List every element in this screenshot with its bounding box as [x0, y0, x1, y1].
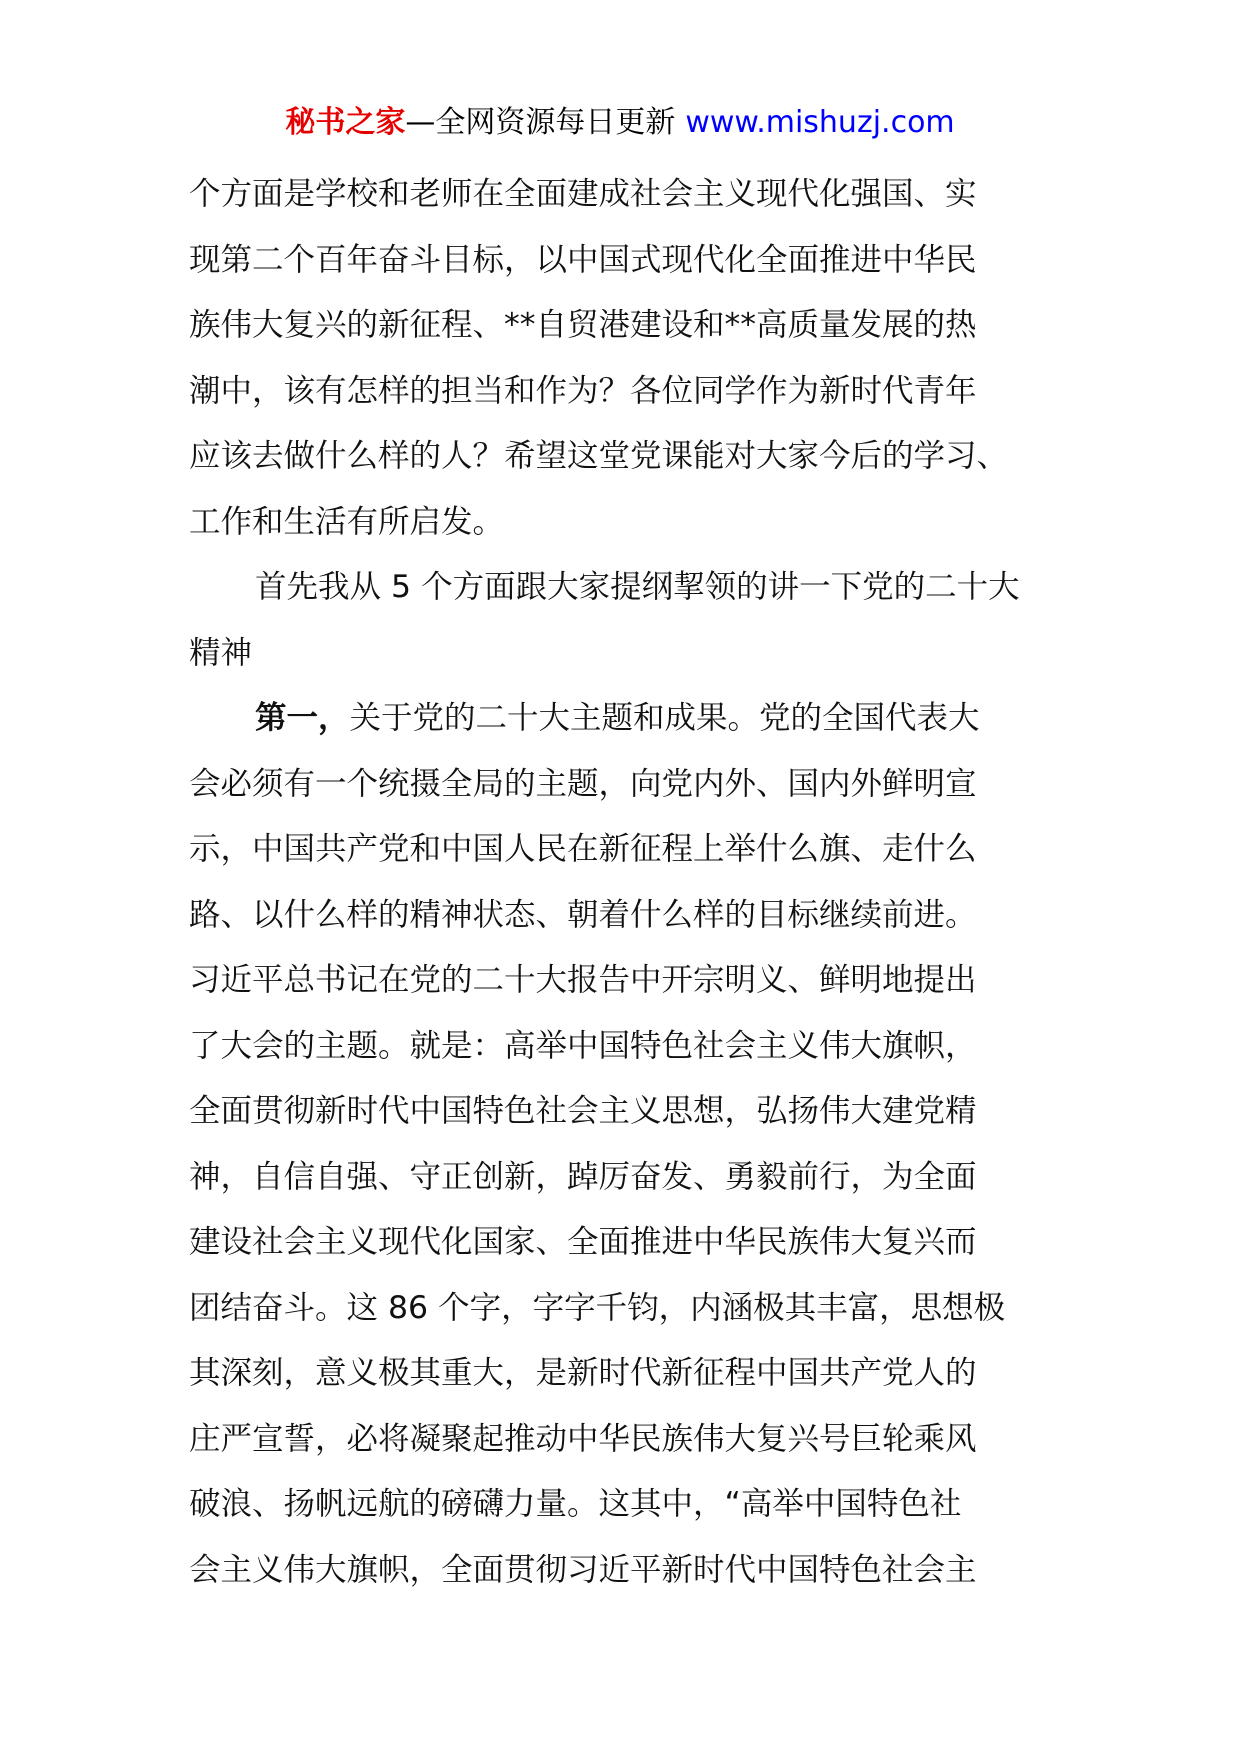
- text-line: 会主义伟大旗帜，全面贯彻习近平新时代中国特色社会主: [189, 1551, 977, 1588]
- page-header: [0, 100, 1240, 146]
- text-line: 其深刻，意义极其重大，是新时代新征程中国共产党人的: [189, 1355, 977, 1391]
- text-line: 破浪、扬帆远航的磅礴力量。这其中，“高举中国特色社: [189, 1486, 962, 1522]
- text-line: 全面贯彻新时代中国特色社会主义思想，弘扬伟大建党精: [189, 1093, 977, 1129]
- text-line: 了大会的主题。就是：高举中国特色社会主义伟大旗帜，: [189, 1027, 977, 1064]
- text-line: 应该去做什么样的人？希望这堂党课能对大家今后的学习、: [189, 438, 1009, 474]
- header-url-link[interactable]: www.mishuzj.com: [685, 105, 955, 140]
- text-line: 工作和生活有所启发。: [189, 503, 505, 540]
- paragraph-start-line: [189, 686, 1069, 752]
- text-line: 习近平总书记在党的二十大报告中开宗明义、鲜明地提出: [189, 962, 977, 998]
- text-line: 族伟大复兴的新征程、**自贸港建设和**高质量发展的热: [189, 307, 977, 343]
- text-line: 路、以什么样的精神状态、朝着什么样的目标继续前进。: [189, 896, 977, 933]
- text-line: 建设社会主义现代化国家、全面推进中华民族伟大复兴而: [189, 1224, 977, 1260]
- document-body: [189, 162, 1069, 1603]
- text-line: 示，中国共产党和中国人民在新征程上举什么旗、走什么: [189, 831, 977, 867]
- text-line: 潮中，该有怎样的担当和作为？各位同学作为新时代青年: [189, 372, 977, 409]
- text-line: 团结奋斗。这 86 个字，字字千钧，内涵极其丰富，思想极: [189, 1289, 1006, 1326]
- text-line: 个方面是学校和老师在全面建成社会主义现代化强国、实: [189, 176, 977, 212]
- section-lead: 第一，: [255, 700, 350, 736]
- text-line: 会必须有一个统摄全局的主题，向党内外、国内外鲜明宣: [189, 765, 977, 802]
- text-line: 现第二个百年奋斗目标，以中国式现代化全面推进中华民: [189, 241, 977, 278]
- header-brand: 秘书之家: [285, 105, 406, 140]
- text-line: 庄严宣誓，必将凝聚起推动中华民族伟大复兴号巨轮乘风: [189, 1420, 977, 1457]
- header-tagline: —全网资源每日更新: [405, 105, 676, 140]
- text-line: 精神: [189, 634, 253, 671]
- text-line: 神，自信自强、守正创新，踔厉奋发、勇毅前行，为全面: [189, 1158, 977, 1195]
- paragraph-start-line: 首先我从 5 个方面跟大家提纲挈领的讲一下党的二十大: [255, 569, 1020, 605]
- section-lead-text: 关于党的二十大主题和成果。党的全国代表大: [349, 700, 980, 736]
